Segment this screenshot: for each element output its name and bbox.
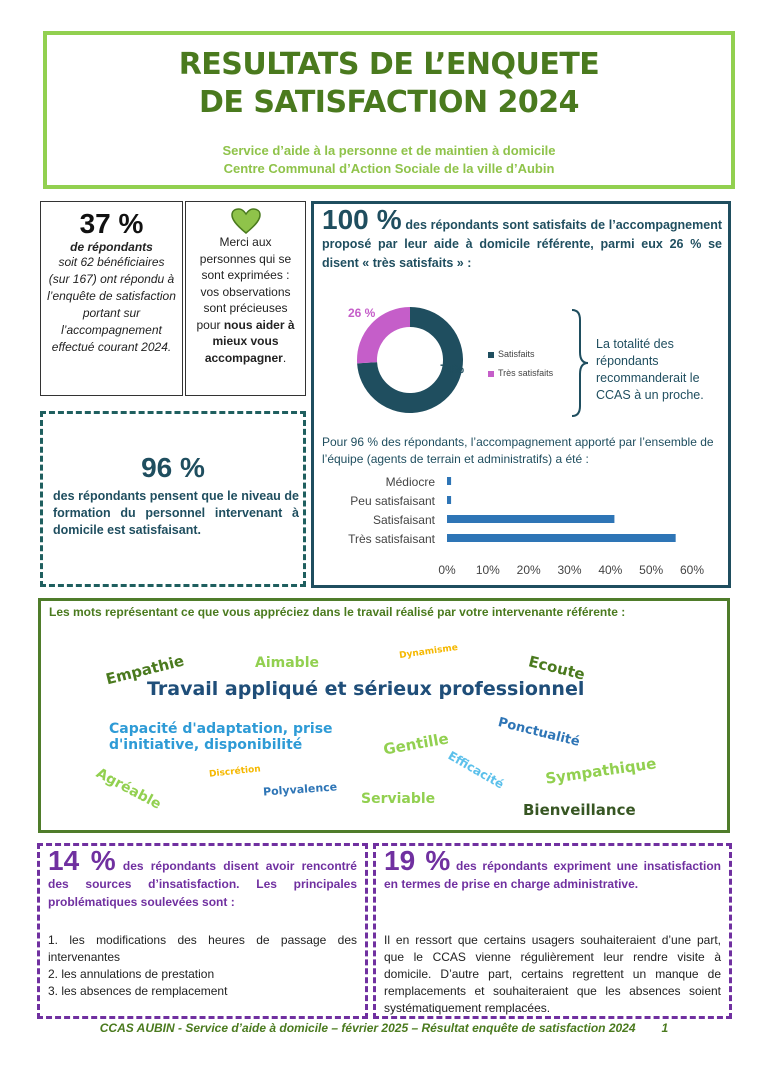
title-line-2: DE SATISFACTION 2024 (198, 85, 580, 120)
header-box (43, 31, 735, 189)
subtitle-line-1: Service d’aide à la personne et de maintien à domicile (222, 143, 556, 158)
bar-label: Très satisfaisant (348, 532, 435, 546)
bar-label: Satisfaisant (372, 513, 435, 527)
recommend-text: La totalité des répondants recommanderait le CCAS à un proche. (596, 337, 704, 402)
heart-icon (231, 208, 261, 234)
word-polyvalence: Polyvalence (262, 780, 338, 799)
team-rating-bar-chart (322, 470, 722, 582)
word-ponctualite: Ponctualité (496, 715, 582, 750)
word-aimable: Aimable (255, 655, 319, 671)
word-agreable: Agréable (93, 765, 164, 813)
list-item: 1. les modifications des heures de passage des intervenantes (48, 933, 357, 964)
team-rating-intro: Pour 96 % des répondants, l’accompagnement apporté par l’ensemble de l’équipe (agents de terrain et administratifs) a été : (322, 435, 714, 466)
issues-list (48, 932, 357, 1000)
word-travail: Travail appliqué et sérieux professionnel (147, 678, 585, 700)
word-empathie: Empathie (104, 651, 186, 689)
donut-label-satisfaits: 74% (440, 362, 465, 376)
satisfaction-text: des répondants sont satisfaits de l’accompagnement proposé par leur aide à domicile référente, parmi eux 26 % se disent « très satisfaits » : (322, 218, 722, 270)
legend-swatch-satisfaits (488, 352, 494, 358)
x-tick-label: 50% (639, 563, 664, 577)
donut-label-tres-satisfaits: 26 % (348, 306, 376, 320)
word-gentille: Gentille (381, 729, 450, 759)
x-tick-label: 0% (438, 563, 456, 577)
list-item: 2. les annulations de prestation (48, 967, 215, 981)
training-percent: 96 % (141, 452, 205, 483)
footer-text: CCAS AUBIN - Service d’aide à domicile – février 2025 – Résultat enquête de satisfaction 2024 (99, 1021, 636, 1035)
thanks-text-end: . (282, 350, 287, 365)
bar (447, 515, 614, 523)
title-line-1: RESULTATS DE L’ENQUETE (178, 47, 600, 82)
x-tick-label: 20% (516, 563, 541, 577)
page-number: 1 (661, 1021, 669, 1035)
bar (447, 534, 676, 542)
legend-swatch-tres-satisfaits (488, 371, 494, 377)
satisfaction-box (311, 201, 731, 588)
bar-label: Peu satisfaisant (350, 494, 435, 508)
admin-dissatisfaction-body: Il en ressort que certains usagers souhaiteraient d’une part, que le CCAS vienne régulièrement leur rendre visite à domicile. D’autre part, certains regrettent un manque de remplacements et souhaiteraient que les absences soient systématiquement remplacées. (384, 933, 721, 1015)
thanks-box (185, 201, 306, 396)
admin-dissatisfaction-box (373, 843, 732, 1019)
training-text: des répondants pensent que le niveau de formation du personnel intervenant à domicile est satisfaisant. (53, 489, 299, 537)
respondents-box (40, 201, 183, 396)
respondents-text: soit 62 bénéficiaires (sur 167) ont répondu à l’enquête de satisfaction portant sur l’accompagnement effectué courant 2024. (47, 255, 176, 354)
x-tick-label: 10% (475, 563, 500, 577)
respondents-label: de répondants (70, 240, 153, 254)
satisfaction-percent: 100 % (322, 204, 402, 235)
dissatisfaction-percent: 14 % (48, 845, 116, 876)
x-tick-label: 60% (679, 563, 705, 577)
legend-label-satisfaits: Satisfaits (498, 349, 535, 359)
respondents-percent: 37 % (79, 208, 144, 239)
thanks-text-bold: nous aider à mieux vous accompagner (204, 317, 295, 365)
word-bienveillance: Bienveillance (523, 801, 636, 819)
dissatisfaction-paragraph (48, 845, 357, 911)
donut-slice-tres-satisfaits (367, 317, 410, 363)
word-cloud-box (38, 598, 730, 833)
brace-icon (568, 308, 592, 418)
x-tick-label: 40% (598, 563, 623, 577)
donut-legend (488, 349, 553, 387)
dissatisfaction-text: des répondants disent avoir rencontré des sources d’insatisfaction. Les principales problématiques soulevées sont : (48, 859, 357, 909)
word-efficacite: Efficacité (445, 748, 507, 792)
thanks-text-start: Merci aux personnes qui se sont exprimées : vos observations sont précieuses pour (196, 235, 292, 332)
word-sympathique: Sympathique (544, 754, 658, 788)
bar-label: Médiocre (385, 475, 435, 489)
word-serviable: Serviable (361, 791, 436, 807)
donut-chart (338, 290, 488, 420)
bar (447, 496, 451, 504)
word-capacite-2: d'initiative, disponibilité (109, 737, 303, 753)
word-cloud-intro: Les mots représentant ce que vous appréciez dans le travail réalisé par votre intervenante référente : (49, 605, 626, 619)
word-capacite-1: Capacité d'adaptation, prise (109, 721, 333, 737)
dissatisfaction-box (37, 843, 368, 1019)
word-dynamisme: Dynamisme (398, 642, 459, 662)
satisfaction-paragraph (322, 204, 722, 273)
word-ecoute: Ecoute (526, 652, 587, 684)
admin-dissatisfaction-text: des répondants expriment une insatisfaction en termes de prise en charge administrative. (384, 859, 721, 891)
subtitle-line-2: Centre Communal d’Action Sociale de la ville d’Aubin (223, 161, 555, 176)
word-discretion: Discrétion (208, 764, 262, 780)
bar (447, 477, 451, 485)
legend-label-tres-satisfaits: Très satisfaits (498, 368, 554, 378)
footer (0, 1021, 768, 1035)
admin-dissatisfaction-paragraph (384, 845, 721, 893)
training-box (40, 411, 306, 587)
x-tick-label: 30% (557, 563, 582, 577)
thanks-text (186, 234, 305, 366)
legend-item-tres-satisfaits (488, 368, 553, 378)
list-item: 3. les absences de remplacement (48, 984, 228, 998)
admin-dissatisfaction-percent: 19 % (384, 845, 451, 876)
legend-item-satisfaits (488, 349, 553, 359)
